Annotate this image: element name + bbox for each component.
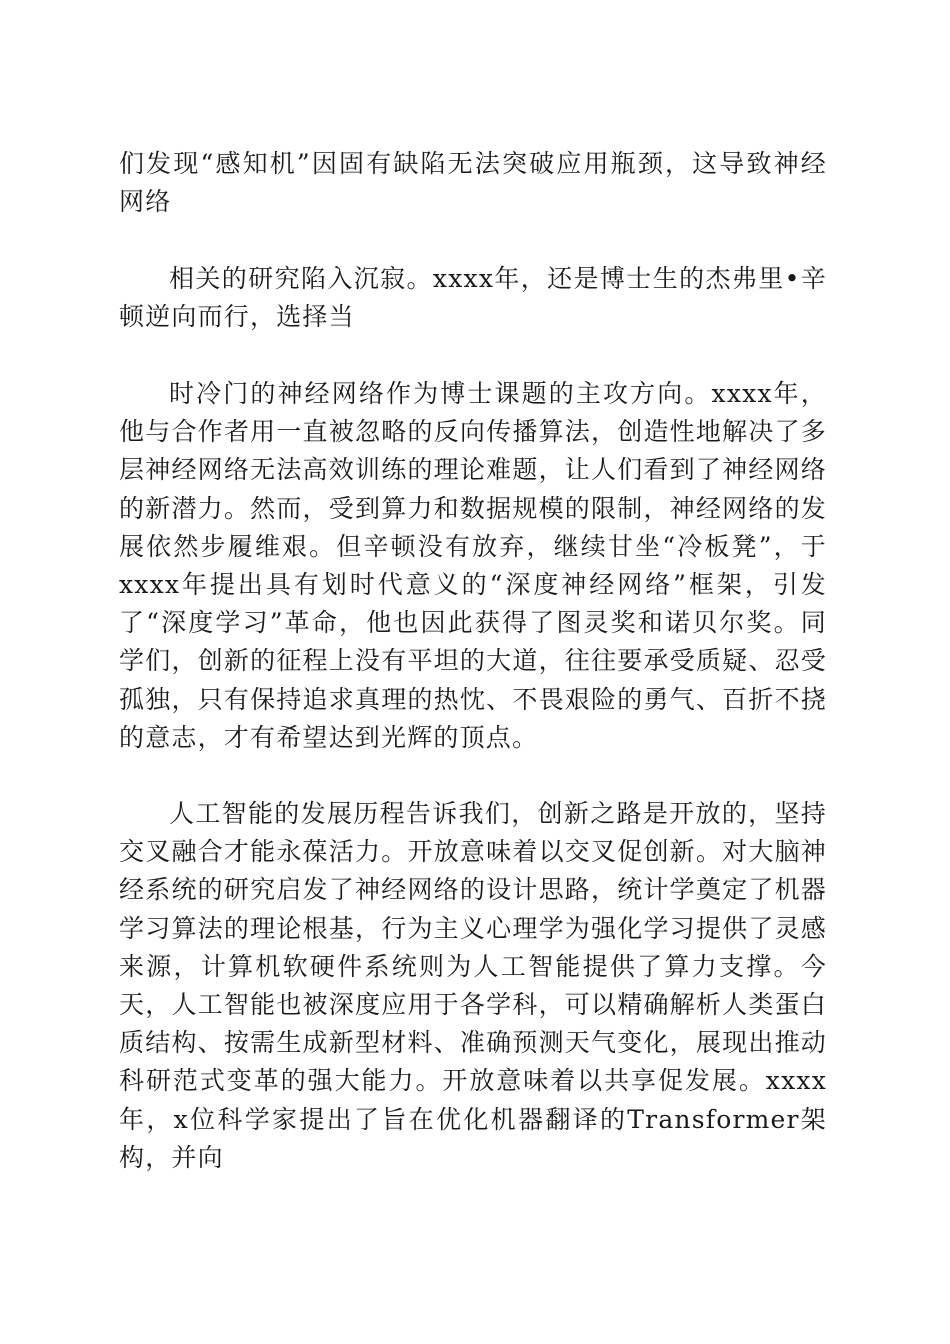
paragraph-2: 相关的研究陷入沉寂。xxxx年，还是博士生的杰弗里•辛顿逆向而行，选择当 bbox=[119, 264, 827, 332]
paragraph-1: 们发现“感知机”因固有缺陷无法突破应用瓶颈，这导致神经网络 bbox=[119, 149, 827, 217]
paragraph-4: 人工智能的发展历程告诉我们，创新之路是开放的，坚持交叉融合才能永葆活力。开放意味着以交叉促创新。对大脑神经系统的研究启发了神经网络的设计思路，统计学奠定了机器学习算法的理论根基，行为主义心理学为强化学习提供了灵感来源，计算机软硬件系统则为人工智能提供了算力支撑。今天，人工智能也被深度应用于各学科，可以精确解析人类蛋白质结构、按需生成新型材料、准确预测天气变化，展现出推动科研范式变革的强大能力。开放意味着以共享促发展。xxxx年，x位科学家提出了旨在优化机器翻译的Transformer架构，并向 bbox=[119, 799, 827, 1172]
paragraph-3: 时冷门的神经网络作为博士课题的主攻方向。xxxx年，他与合作者用一直被忽略的反向传播算法，创造性地解决了多层神经网络无法高效训练的理论难题，让人们看到了神经网络的新潜力。然而，受到算力和数据规模的限制，神经网络的发展依然步履维艰。但辛顿没有放弃，继续甘坐“冷板凳”，于xxxx年提出具有划时代意义的“深度神经网络”框架，引发了“深度学习”革命，他也因此获得了图灵奖和诺贝尔奖。同学们，创新的征程上没有平坦的大道，往往要承受质疑、忍受孤独，只有保持追求真理的热忱、不畏艰险的勇气、百折不挠的意志，才有希望达到光辉的顶点。 bbox=[119, 379, 827, 752]
